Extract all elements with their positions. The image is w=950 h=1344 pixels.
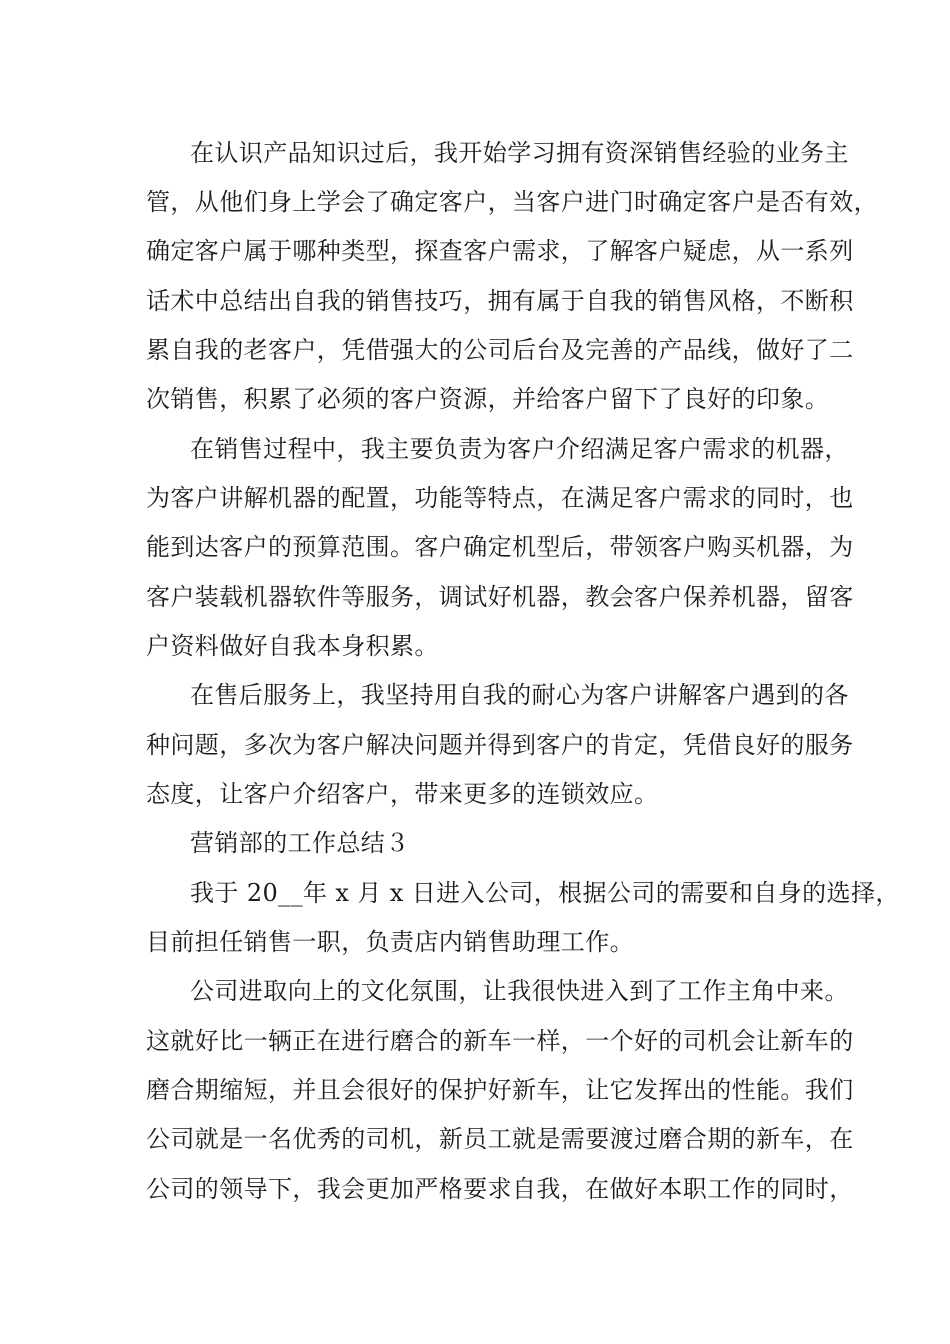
paragraph-line: 管，从他们身上学会了确定客户，当客户进门时确定客户是否有效， [146,188,878,216]
paragraph-line: 在销售过程中，我主要负责为客户介绍满足客户需求的机器， [190,435,849,463]
paragraph-line: 为客户讲解机器的配置，功能等特点，在满足客户需求的同时，也 [146,484,854,512]
paragraph-line: 目前担任销售一职，负责店内销售助理工作。 [146,928,634,956]
paragraph-line: 确定客户属于哪种类型，探查客户需求，了解客户疑虑，从一系列 [146,237,854,265]
paragraph-line: 种问题，多次为客户解决问题并得到客户的肯定，凭借良好的服务 [146,731,854,759]
paragraph-line: 在认识产品知识过后，我开始学习拥有资深销售经验的业务主 [190,139,849,167]
paragraph-line: 磨合期缩短，并且会很好的保护好新车，让它发挥出的性能。我们 [146,1076,854,1104]
paragraph-line: 在售后服务上，我坚持用自我的耐心为客户讲解客户遇到的各 [190,681,849,709]
paragraph-line: 累自我的老客户，凭借强大的公司后台及完善的产品线，做好了二 [146,336,854,364]
paragraph-line: 态度，让客户介绍客户，带来更多的连锁效应。 [146,780,659,808]
paragraph-line: 次销售，积累了必须的客户资源，并给客户留下了良好的印象。 [146,385,830,413]
paragraph-line: 户资料做好自我本身积累。 [146,632,439,660]
paragraph-line: 客户装载机器软件等服务，调试好机器，教会客户保养机器，留客 [146,583,854,611]
paragraph-line: 能到达客户的预算范围。客户确定机型后，带领客户购买机器，为 [146,533,854,561]
paragraph-line: 公司的领导下，我会更加严格要求自我，在做好本职工作的同时， [146,1175,854,1203]
paragraph-line: 我于 20__年 x 月 x 日进入公司，根据公司的需要和自身的选择， [190,879,900,907]
paragraph-line: 公司就是一名优秀的司机，新员工就是需要渡过磨合期的新车，在 [146,1125,854,1153]
section-heading: 营销部的工作总结３ [190,829,410,857]
paragraph-line: 话术中总结出自我的销售技巧，拥有属于自我的销售风格，不断积 [146,287,854,315]
paragraph-line: 公司进取向上的文化氛围，让我很快进入到了工作主角中来。 [190,977,849,1005]
paragraph-line: 这就好比一辆正在进行磨合的新车一样，一个好的司机会让新车的 [146,1027,854,1055]
